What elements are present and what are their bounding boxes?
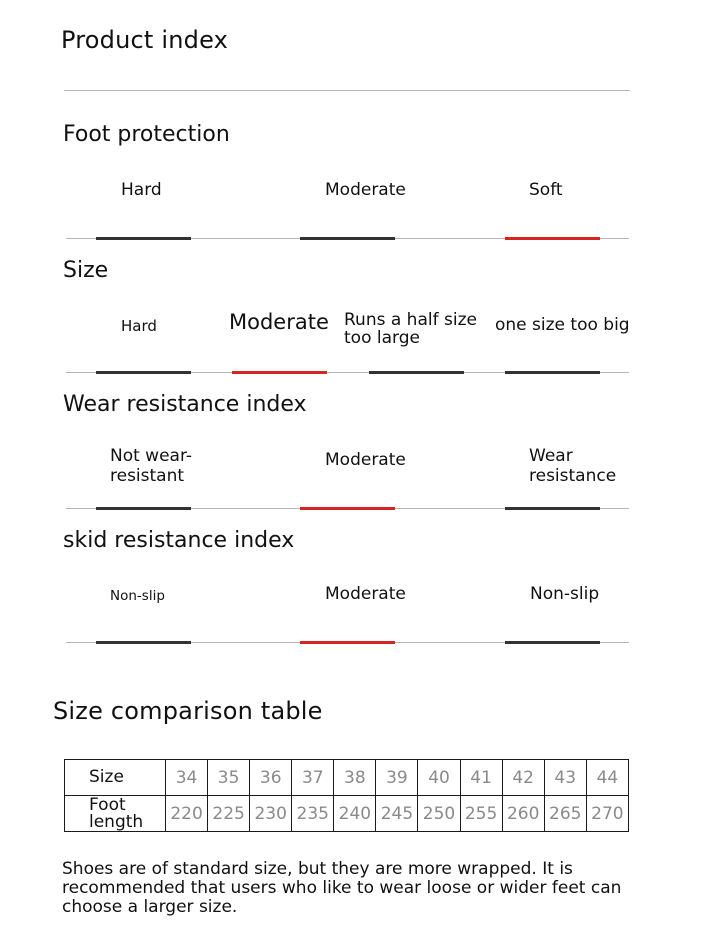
skid-resistance-heading: skid resistance index bbox=[63, 528, 295, 553]
wear-option-resistance bbox=[529, 446, 616, 486]
foot-length-cell: 250 bbox=[418, 796, 460, 832]
skid-option-non-slip-2: Non-slip bbox=[530, 584, 600, 604]
size-cell: 39 bbox=[376, 760, 418, 796]
foot-protection-option-soft: Soft bbox=[529, 180, 563, 200]
foot-length-cell: 245 bbox=[376, 796, 418, 832]
foot-length-cell: 220 bbox=[166, 796, 208, 832]
skid-indicator-non-slip-2 bbox=[505, 641, 600, 644]
foot-length-cell: 270 bbox=[586, 796, 628, 832]
skid-indicator-non-slip-1 bbox=[96, 641, 191, 644]
wear-option-not-resistant-line2: resistant bbox=[110, 466, 185, 486]
size-cell: 37 bbox=[292, 760, 334, 796]
foot-length-cell: 225 bbox=[208, 796, 250, 832]
size-option-half-size-line1: Runs a half size bbox=[344, 310, 477, 330]
foot-length-cell: 235 bbox=[292, 796, 334, 832]
foot-length-label-line2: length bbox=[89, 811, 144, 832]
wear-indicator-moderate bbox=[300, 507, 395, 510]
size-option-one-size-big: one size too big bbox=[495, 315, 630, 335]
wear-option-not-resistant bbox=[110, 446, 192, 486]
size-table-title: Size comparison table bbox=[53, 697, 323, 725]
wear-indicator-resistance bbox=[505, 507, 600, 510]
size-option-hard: Hard bbox=[121, 317, 157, 335]
size-cell: 34 bbox=[166, 760, 208, 796]
foot-length-cell: 255 bbox=[460, 796, 502, 832]
foot-protection-indicator-soft bbox=[505, 237, 600, 240]
size-indicator-half-size-large bbox=[369, 371, 464, 374]
size-indicator-hard bbox=[96, 371, 191, 374]
size-cell: 38 bbox=[334, 760, 376, 796]
foot-length-cell: 260 bbox=[502, 796, 544, 832]
skid-option-moderate: Moderate bbox=[325, 584, 406, 604]
sizing-note: Shoes are of standard size, but they are more wrapped. It is recommended that users who like to wear loose or wider feet can choose a larger size. bbox=[62, 859, 622, 917]
size-indicator-moderate bbox=[232, 371, 327, 374]
skid-indicator-moderate bbox=[300, 641, 395, 644]
wear-option-moderate: Moderate bbox=[325, 450, 406, 470]
size-indicator-one-size-big bbox=[505, 371, 600, 374]
foot-protection-option-hard: Hard bbox=[121, 180, 162, 200]
wear-option-resistance-line2: resistance bbox=[529, 466, 617, 486]
wear-option-not-resistant-line1: Not wear- bbox=[110, 446, 193, 466]
size-cell: 36 bbox=[250, 760, 292, 796]
foot-length-cell: 230 bbox=[250, 796, 292, 832]
size-option-half-size-large bbox=[344, 311, 477, 347]
wear-resistance-heading: Wear resistance index bbox=[63, 392, 307, 417]
wear-option-resistance-line1: Wear bbox=[529, 446, 573, 466]
size-option-half-size-line2: too large bbox=[344, 328, 420, 348]
title-divider bbox=[64, 90, 630, 91]
foot-protection-option-moderate: Moderate bbox=[325, 180, 406, 200]
foot-protection-heading: Foot protection bbox=[63, 122, 230, 147]
size-cell: 44 bbox=[586, 760, 628, 796]
table-row-foot-length bbox=[65, 796, 629, 832]
foot-length-cell: 265 bbox=[544, 796, 586, 832]
size-cell: 40 bbox=[418, 760, 460, 796]
table-row-size bbox=[65, 760, 629, 796]
size-cell: 41 bbox=[460, 760, 502, 796]
page-title: Product index bbox=[61, 26, 229, 54]
size-cell: 42 bbox=[502, 760, 544, 796]
size-heading: Size bbox=[63, 258, 109, 283]
size-comparison-table bbox=[64, 759, 629, 832]
skid-option-non-slip-1: Non-slip bbox=[110, 588, 165, 604]
foot-length-row-label bbox=[65, 796, 166, 832]
foot-length-cell: 240 bbox=[334, 796, 376, 832]
size-cell: 43 bbox=[544, 760, 586, 796]
size-cell: 35 bbox=[208, 760, 250, 796]
foot-length-label-line1: Foot bbox=[89, 794, 126, 815]
foot-protection-indicator-hard bbox=[96, 237, 191, 240]
wear-indicator-not-resistant bbox=[96, 507, 191, 510]
size-option-moderate: Moderate bbox=[229, 310, 329, 334]
foot-protection-indicator-moderate bbox=[300, 237, 395, 240]
size-row-label: Size bbox=[65, 760, 166, 796]
